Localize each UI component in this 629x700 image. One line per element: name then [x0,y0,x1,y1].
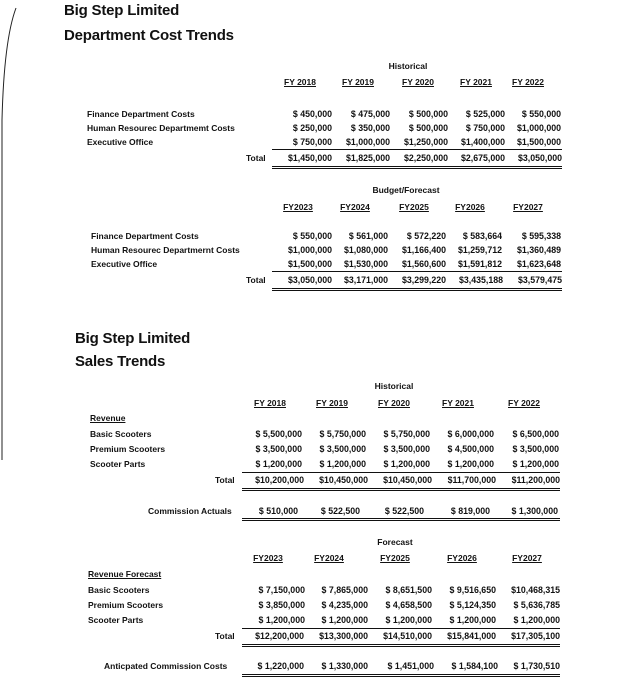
dept-fc-year-5: FY2027 [513,202,543,212]
dept-forecast-label: Budget/Forecast [372,185,440,195]
dept-hist-year-4: FY 2021 [460,77,492,87]
sales-hist-cell: $ 3,500,000 [255,444,302,454]
dept-fc-cell: $1,500,000 [287,259,332,269]
dept-fc-row-label-exec: Executive Office [91,259,158,269]
sales-hist-cell: $ 3,500,000 [319,444,366,454]
dept-hist-total: $2,675,000 [460,153,505,163]
sales-commission-cell: $ 522,500 [384,506,424,516]
sales-hist-total-double-rule [242,488,560,491]
sales-hist-cell: $ 1,200,000 [383,459,430,469]
sales-hist-subtotal-rule [242,472,560,473]
dept-hist-total: $2,250,000 [403,153,448,163]
sales-hist-year-2: FY 2019 [316,398,348,408]
dept-fc-cell: $1,530,000 [343,259,388,269]
sales-fc-total: $12,200,000 [255,631,304,641]
sales-fc-total: $17,305,100 [511,631,560,641]
sales-fc-total: $13,300,000 [319,631,368,641]
sales-fc-row-label-basic: Basic Scooters [88,585,150,595]
dept-row-label-hr: Human Resourec Departmemt Costs [87,123,235,133]
sales-row-label-basic: Basic Scooters [90,429,152,439]
dept-hist-total: $1,825,000 [345,153,390,163]
sales-fc-year-2: FY2024 [314,553,344,563]
sales-fc-total: $14,510,000 [383,631,432,641]
sales-commission-cell: $ 510,000 [258,506,298,516]
sales-hist-year-3: FY 2020 [378,398,410,408]
sales-hist-year-4: FY 2021 [442,398,474,408]
dept-fc-cell: $1,560,600 [401,259,446,269]
dept-fc-year-1: FY2023 [283,202,313,212]
sales-hist-cell: $ 5,750,000 [383,429,430,439]
sales-historical-label: Historical [374,381,414,391]
sales-hist-total: $10,200,000 [255,475,304,485]
dept-fc-total: $3,579,475 [517,275,562,285]
dept-hist-cell: $1,000,000 [345,137,390,147]
sales-fc-total: $15,841,000 [447,631,496,641]
sales-hist-cell: $ 1,200,000 [512,459,559,469]
sales-hist-cell: $ 1,200,000 [255,459,302,469]
dept-fc-total: $3,299,220 [401,275,446,285]
sales-hist-total: $11,200,000 [511,475,560,485]
sales-revenue-heading: Revenue [90,413,126,423]
dept-hist-cell: $ 500,000 [408,109,448,119]
sales-hist-cell: $ 4,500,000 [447,444,494,454]
sales-fc-cell: $ 3,850,000 [258,600,305,610]
sales-anticipated-cell: $ 1,451,000 [387,661,434,671]
sales-hist-cell: $ 1,200,000 [319,459,366,469]
dept-fc-year-2: FY2024 [340,202,370,212]
page-edge-mark [0,0,30,460]
sales-hist-year-1: FY 2018 [254,398,286,408]
sales-commission-double-rule [242,518,560,521]
dept-fc-cell: $ 561,000 [348,231,388,241]
sales-hist-total: $11,700,000 [447,475,496,485]
sales-subtitle: Sales Trends [75,353,166,370]
sales-fc-year-1: FY2023 [253,553,283,563]
dept-hist-year-3: FY 2020 [402,77,434,87]
dept-row-label-finance: Finance Department Costs [87,109,195,119]
dept-fc-cell: $1,591,812 [457,259,502,269]
dept-hist-cell: $ 250,000 [292,123,332,133]
sales-hist-cell: $ 5,750,000 [319,429,366,439]
dept-fc-cell: $1,080,000 [343,245,388,255]
sales-anticipated-cell: $ 1,220,000 [257,661,304,671]
dept-hist-total-double-rule [272,166,562,169]
sales-fc-cell: $10,468,315 [511,585,560,595]
sales-hist-cell: $ 1,200,000 [447,459,494,469]
sales-anticipated-cell: $ 1,330,000 [321,661,368,671]
dept-fc-total: $3,171,000 [343,275,388,285]
dept-hist-total: $1,450,000 [287,153,332,163]
sales-fc-cell: $ 1,200,000 [258,615,305,625]
dept-hist-subtotal-rule [272,149,562,150]
sales-hist-cell: $ 6,000,000 [447,429,494,439]
dept-fc-cell: $ 595,338 [521,231,561,241]
sales-anticipated-cell: $ 1,584,100 [451,661,498,671]
sales-fc-cell: $ 5,636,785 [513,600,560,610]
sales-commission-label: Commission Actuals [148,506,232,516]
dept-hist-cell: $ 550,000 [521,109,561,119]
dept-hist-cell: $ 750,000 [292,137,332,147]
dept-fc-cell: $1,000,000 [287,245,332,255]
sales-forecast-label: Forecast [377,537,413,547]
dept-fc-cell: $1,623,648 [516,259,561,269]
dept-fc-cell: $1,259,712 [457,245,502,255]
dept-hist-cell: $ 500,000 [408,123,448,133]
sales-fc-cell: $ 7,865,000 [321,585,368,595]
dept-fc-total: $3,435,188 [458,275,503,285]
sales-hist-cell: $ 3,500,000 [383,444,430,454]
sales-commission-cell: $ 522,500 [320,506,360,516]
sales-fc-year-3: FY2025 [380,553,410,563]
dept-fc-cell: $ 572,220 [406,231,446,241]
sales-fc-total-label: Total [215,631,235,641]
dept-hist-total: $3,050,000 [517,153,562,163]
sales-fc-total-double-rule [242,644,560,647]
sales-hist-cell: $ 5,500,000 [255,429,302,439]
sales-fc-subtotal-rule [242,628,560,629]
dept-fc-year-3: FY2025 [399,202,429,212]
sales-fc-cell: $ 1,200,000 [513,615,560,625]
dept-hist-year-1: FY 2018 [284,77,316,87]
sales-hist-cell: $ 6,500,000 [512,429,559,439]
sales-fc-year-4: FY2026 [447,553,477,563]
dept-fc-total: $3,050,000 [287,275,332,285]
dept-hist-cell: $ 475,000 [350,109,390,119]
dept-historical-label: Historical [388,61,428,71]
dept-hist-cell: $ 525,000 [465,109,505,119]
dept-hist-cell: $1,400,000 [460,137,505,147]
dept-hist-total-label: Total [246,153,266,163]
dept-fc-year-4: FY2026 [455,202,485,212]
dept-fc-row-label-finance: Finance Department Costs [91,231,199,241]
sales-hist-year-5: FY 2022 [508,398,540,408]
sales-commission-cell: $ 1,300,000 [511,506,558,516]
sales-row-label-parts: Scooter Parts [90,459,146,469]
sales-fc-row-label-premium: Premium Scooters [88,600,164,610]
sales-fc-cell: $ 8,651,500 [385,585,432,595]
dept-fc-subtotal-rule [272,271,562,272]
sales-fc-cell: $ 1,200,000 [385,615,432,625]
dept-hist-cell: $ 750,000 [465,123,505,133]
sales-fc-cell: $ 4,235,000 [321,600,368,610]
dept-subtitle: Department Cost Trends [64,27,234,44]
dept-fc-total-double-rule [272,288,562,291]
sales-fc-cell: $ 7,150,000 [258,585,305,595]
sales-hist-total: $10,450,000 [319,475,368,485]
dept-hist-cell: $ 450,000 [292,109,332,119]
sales-hist-total-label: Total [215,475,235,485]
dept-fc-cell: $1,360,489 [516,245,561,255]
dept-hist-year-5: FY 2022 [512,77,544,87]
sales-commission-cell: $ 819,000 [450,506,490,516]
dept-hist-cell: $ 350,000 [350,123,390,133]
sales-hist-total: $10,450,000 [383,475,432,485]
sales-fc-cell: $ 5,124,350 [449,600,496,610]
dept-hist-year-2: FY 2019 [342,77,374,87]
dept-row-label-exec: Executive Office [87,137,154,147]
sales-anticipated-commission-label: Anticpated Commission Costs [104,661,228,671]
dept-hist-cell: $1,500,000 [516,137,561,147]
sales-fc-cell: $ 4,658,500 [385,600,432,610]
sales-fc-row-label-parts: Scooter Parts [88,615,144,625]
dept-fc-cell: $ 550,000 [292,231,332,241]
sales-company-title: Big Step Limited [75,330,191,347]
sales-row-label-premium: Premium Scooters [90,444,166,454]
sales-fc-year-5: FY2027 [512,553,542,563]
dept-hist-cell: $1,000,000 [516,123,561,133]
sales-fc-cell: $ 1,200,000 [321,615,368,625]
dept-fc-cell: $1,166,400 [401,245,446,255]
sales-hist-cell: $ 3,500,000 [512,444,559,454]
dept-hist-cell: $1,250,000 [403,137,448,147]
sales-anticipated-cell: $ 1,730,510 [513,661,560,671]
sales-anticipated-double-rule [242,674,560,677]
dept-fc-row-label-hr: Human Resourec Departmernt Costs [91,245,240,255]
sales-revenue-forecast-heading: Revenue Forecast [88,569,162,579]
dept-company-title: Big Step Limited [64,2,180,19]
dept-fc-total-label: Total [246,275,266,285]
dept-fc-cell: $ 583,664 [462,231,502,241]
sales-fc-cell: $ 9,516,650 [449,585,496,595]
sales-fc-cell: $ 1,200,000 [449,615,496,625]
